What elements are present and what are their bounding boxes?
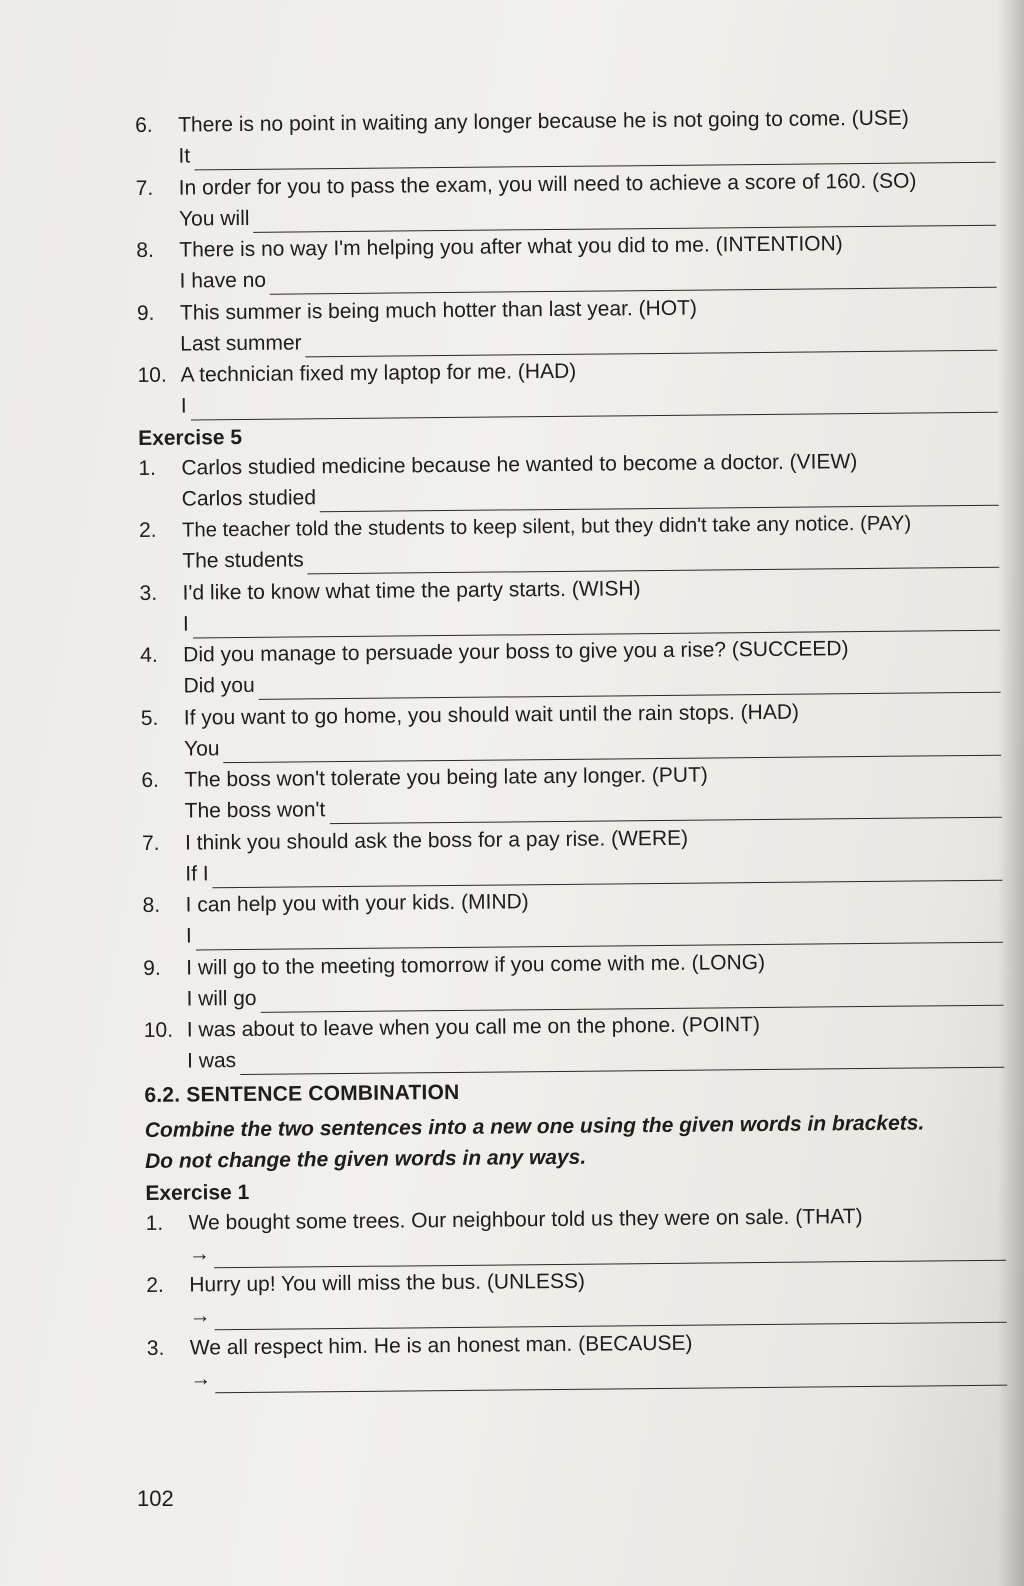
item-question: I think you should ask the boss for a pay rise. (WERE) — [184, 826, 689, 855]
blank-line — [306, 327, 998, 357]
answer-line[interactable] — [190, 1357, 1007, 1393]
blank-line — [260, 982, 1003, 1012]
blank-line — [329, 795, 1002, 824]
answer-line[interactable] — [189, 1232, 1006, 1268]
answer-stem: I — [185, 924, 192, 948]
answer-line[interactable] — [178, 135, 995, 171]
blank-line — [214, 1300, 1006, 1331]
blank-line — [259, 670, 1001, 700]
answer-line[interactable] — [187, 1040, 1004, 1076]
item-question: Hurry up! You will miss the bus. (UNLESS) — [189, 1269, 586, 1297]
answer-line[interactable] — [185, 852, 1002, 888]
answer-line[interactable] — [186, 977, 1003, 1013]
list-item — [136, 166, 997, 237]
answer-stem: Last summer — [180, 330, 302, 356]
answer-stem: I will go — [186, 986, 257, 1011]
blank-line — [215, 1362, 1007, 1393]
item-number: 3. — [139, 581, 158, 605]
answer-stem: I — [180, 394, 187, 418]
item-number: 2. — [146, 1273, 164, 1297]
page-number: 102 — [137, 1486, 174, 1511]
answer-line[interactable] — [182, 540, 999, 576]
answer-stem: You will — [178, 206, 250, 231]
item-question: In order for you to pass the exam, you will need to achieve a score of 160. (SO) — [178, 169, 917, 200]
arrow-icon: → — [188, 1241, 211, 1266]
answer-stem: I — [182, 612, 189, 636]
list-item — [141, 696, 1002, 767]
item-question: I'd like to know what time the party starts. (WISH) — [182, 576, 641, 605]
list-item — [146, 1201, 1007, 1272]
answer-stem: Carlos studied — [181, 485, 317, 511]
answer-line[interactable] — [179, 260, 996, 296]
answer-stem: The students — [182, 548, 304, 573]
answer-line[interactable] — [180, 322, 997, 358]
list-item — [138, 446, 999, 517]
item-number: 4. — [140, 643, 158, 667]
answer-line[interactable] — [183, 602, 1000, 638]
item-number: 3. — [146, 1336, 165, 1360]
blank-line — [223, 732, 1001, 762]
blank-line — [308, 545, 1000, 575]
item-number: 6. — [141, 768, 160, 792]
answer-line[interactable] — [182, 477, 999, 513]
item-question: Carlos studied medicine because he wanted to become a doctor. (VIEW) — [181, 449, 858, 480]
answer-line[interactable] — [183, 665, 1000, 701]
item-question: A technician fixed my laptop for me. (HAD) — [180, 359, 577, 387]
answer-line[interactable] — [189, 1295, 1006, 1331]
item-question: I can help you with your kids. (MIND) — [185, 890, 529, 917]
list-item — [135, 104, 996, 175]
item-number: 2. — [138, 518, 157, 542]
answer-stem: Did you — [183, 673, 255, 698]
exercise-1-title: Exercise 1 — [145, 1180, 250, 1205]
blank-line — [240, 1045, 1004, 1075]
item-number: 1. — [145, 1211, 164, 1235]
item-number: 10. — [137, 363, 167, 387]
section-title: 6.2. SENTENCE COMBINATION — [144, 1080, 460, 1107]
blank-line — [194, 140, 996, 171]
answer-stem: The boss won't — [184, 798, 326, 823]
item-number: 10. — [143, 1018, 174, 1042]
blank-line — [196, 920, 1003, 951]
item-question: There is no point in waiting any longer because he is not going to come. (USE) — [178, 106, 909, 137]
item-question: The boss won't tolerate you being late any longer. (PUT) — [184, 763, 708, 792]
list-item — [137, 354, 998, 425]
list-item — [140, 634, 1001, 705]
blank-line — [270, 265, 997, 295]
item-number: 9. — [143, 956, 161, 980]
exercise-5-items — [138, 446, 1004, 1079]
list-item — [143, 946, 1004, 1017]
arrow-icon: → — [190, 1366, 212, 1391]
item-question: If you want to go home, you should wait until the rain stops. (HAD) — [183, 700, 800, 730]
answer-line[interactable] — [181, 385, 998, 421]
list-item — [139, 571, 1000, 642]
item-question: I was about to leave when you call me on the phone. (POINT) — [186, 1013, 761, 1042]
list-item — [144, 1009, 1005, 1080]
arrow-icon: → — [189, 1304, 211, 1328]
item-question: We bought some trees. Our neighbour told us they were on sale. (THAT) — [188, 1204, 863, 1235]
answer-stem: You — [184, 736, 220, 761]
list-item — [147, 1326, 1008, 1397]
blank-line — [320, 482, 999, 512]
answer-line[interactable] — [185, 790, 1002, 826]
item-number: 7. — [141, 831, 160, 855]
blank-line — [213, 857, 1003, 888]
list-item — [146, 1264, 1007, 1335]
item-number: 1. — [138, 456, 157, 480]
item-question: I will go to the meeting tomorrow if you come with me. (LONG) — [186, 950, 766, 980]
list-item — [137, 291, 998, 362]
item-number: 8. — [142, 893, 161, 917]
section-instructions: Combine the two sentences into a new one using the given words in brackets. Do not change the given words in any ways. — [144, 1110, 925, 1173]
item-question: The teacher told the students to keep silent, but they didn't take any notice. (PAY) — [181, 512, 912, 542]
list-item — [139, 509, 1000, 580]
list-item — [142, 821, 1003, 892]
item-question: We all respect him. He is an honest man. (BECAUSE) — [189, 1331, 693, 1360]
item-question: Did you manage to persuade your boss to give you a rise? (SUCCEED) — [183, 637, 849, 667]
previous-exercise-items — [135, 104, 998, 425]
blank-line — [193, 607, 1000, 638]
list-item — [136, 229, 997, 300]
blank-line — [253, 202, 996, 232]
item-number: 7. — [135, 176, 154, 200]
exercise-5-title: Exercise 5 — [138, 425, 243, 450]
blank-line — [191, 390, 998, 421]
answer-line[interactable] — [184, 727, 1001, 763]
list-item — [142, 884, 1003, 955]
item-number: 6. — [135, 113, 153, 137]
blank-line — [214, 1237, 1006, 1268]
item-question: There is no way I'm helping you after what you did to me. (INTENTION) — [179, 232, 843, 262]
page-content — [135, 104, 1007, 1397]
item-number: 8. — [136, 238, 154, 262]
item-number: 9. — [136, 301, 155, 325]
answer-stem: If I — [185, 861, 209, 886]
exercise-1-items — [146, 1201, 1008, 1397]
answer-line[interactable] — [186, 915, 1003, 951]
answer-stem: I was — [187, 1049, 237, 1073]
answer-stem: It — [178, 144, 191, 168]
list-item — [141, 759, 1002, 830]
answer-stem: I have no — [179, 268, 267, 293]
item-number: 5. — [140, 706, 159, 730]
item-question: This summer is being much hotter than last year. (HOT) — [179, 296, 698, 325]
answer-line[interactable] — [179, 197, 996, 233]
